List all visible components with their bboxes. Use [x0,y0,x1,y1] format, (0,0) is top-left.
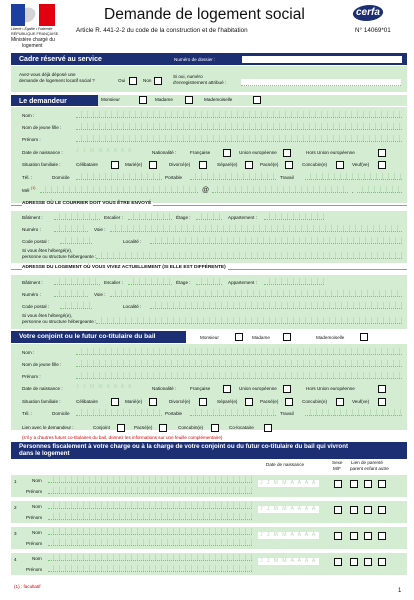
courrier-localite-field[interactable] [150,237,402,244]
personnes-title-line2: dans le logement [19,450,70,457]
conjoint-separe-checkbox[interactable] [245,398,253,406]
demandeur-nom-field[interactable] [76,111,402,118]
courrier-heberge-line2: personne ou structure hébergeante : [22,254,97,259]
personne-4-index: 4 [14,557,17,562]
footer-note: (1) : facultatif [14,584,41,589]
col-date-header: Date de naissance [266,462,305,467]
already-requested-no-checkbox[interactable] [154,77,162,85]
personne-4-nom-label: Nom [32,556,42,561]
personne-4-prenom-label: Prénom [26,567,43,572]
col-sexe-header-line2: M/F [333,466,341,471]
personne-2-prenom-label: Prénom [26,515,43,520]
already-requested-line1: Avez-vous déjà déposé une [19,72,76,77]
republic-label: RÉPUBLIQUE FRANÇAISE [11,32,59,36]
conjoint-divorce-label: Divorcé(e) [169,399,191,404]
conjoint-veuf-label: Veuf(ve) [352,399,370,404]
demandeur-date-field[interactable]: J J M M A A A A [76,148,133,154]
courrier-cp-field[interactable] [60,237,92,244]
demandeur-tel-domicile-field[interactable] [76,173,162,180]
conjoint-note: (s'il y a d'autres futurs co-titulaires du bail, donnez les informations sur une feuille complémentaire) [22,435,223,440]
demandeur-nat-hors-label: Hors Union européenne [306,150,355,155]
personne-2-prenom-field[interactable] [48,513,252,520]
personne-2-nom-label: Nom [32,504,42,509]
registration-line2: d'enregistrement attribué : [173,80,227,85]
demandeur-nat-ue-label: Union européenne [239,150,277,155]
conjoint-lien-pacse-checkbox[interactable] [159,424,167,432]
conjoint-lien-label: Lien avec le demandeur : [22,425,74,430]
demandeur-situation-label: Situation familiale : [22,162,61,167]
demandeur-nat-ue-checkbox[interactable] [283,149,291,157]
logement-appartement-field[interactable] [264,278,324,285]
logement-numero-field[interactable] [54,290,88,297]
conjoint-domicile-label: Domicile [52,411,70,416]
conjoint-marie-label: Marié(e) [125,399,143,404]
courrier-voie-label: Voie : [94,227,106,232]
demandeur-celibataire-label: Célibataire [76,162,98,167]
courrier-batiment-label: Bâtiment : [22,215,43,220]
demandeur-mel-label: Mél [22,188,30,193]
dossier-number-field[interactable] [242,56,402,63]
personne-1-autre-checkbox[interactable] [378,480,386,488]
conjoint-tel-portable-field[interactable] [190,409,276,416]
courrier-batiment-field[interactable] [54,213,100,220]
conjoint-situation-label: Situation familiale : [22,399,61,404]
cerfa-logo-text: cerfa [356,7,380,18]
ministry-line1: Ministère chargé du [11,37,55,43]
personne-2-date-field[interactable]: J J M M A A A A [260,506,317,512]
courrier-escalier-field[interactable] [128,213,172,220]
logement-etage-field[interactable] [196,278,222,285]
col-lien-header-line1: Lien de parenté [351,460,383,465]
logement-escalier-label: Escalier : [104,280,123,285]
demandeur-divorce-checkbox[interactable] [199,161,207,169]
conjoint-veuf-checkbox[interactable] [378,398,386,406]
conjoint-monsieur-label: Monsieur [200,335,219,340]
demandeur-mel-note: (1) [31,186,36,190]
conjoint-travail-label: Travail [280,411,294,416]
cadre-title: Cadre réservé au service [19,56,102,63]
demandeur-madame-checkbox[interactable] [185,96,193,104]
courrier-cp-label: Code postal : [22,239,50,244]
conjoint-mademoiselle-label: Mademoiselle [316,335,345,340]
demandeur-tel-label: Tél. : [22,175,33,180]
already-requested-yes-checkbox[interactable] [129,77,137,85]
courrier-numero-field[interactable] [54,225,88,232]
form-number: N° 14069*01 [355,27,391,34]
demandeur-title: Le demandeur [19,98,67,105]
demandeur-nat-hors-checkbox[interactable] [378,149,386,157]
conjoint-lien-colocataire-checkbox[interactable] [264,424,272,432]
personne-3-autre-checkbox[interactable] [378,532,386,540]
logement-heberge-field[interactable] [96,317,402,324]
motto: Liberté • Égalité • Fraternité [11,27,53,31]
demandeur-mademoiselle-checkbox[interactable] [253,96,261,104]
conjoint-lien-conjoint-checkbox[interactable] [117,424,125,432]
conjoint-divorce-checkbox[interactable] [199,398,207,406]
conjoint-nat-fr-checkbox[interactable] [223,385,231,393]
col-lien-header-line2: parent enfant autre [350,466,389,471]
logement-etage-label: Étage : [176,280,191,285]
conjoint-lien-concubin-label: Concubin(e) [178,425,204,430]
demandeur-celibataire-checkbox[interactable] [111,161,119,169]
conjoint-celibataire-checkbox[interactable] [111,398,119,406]
personne-3-prenom-field[interactable] [48,539,252,546]
conjoint-lien-pacse-label: Pacsé(e) [134,425,153,430]
personne-3-nom-label: Nom [32,530,42,535]
non-label: Non [143,78,152,83]
personne-3-prenom-label: Prénom [26,541,43,546]
demandeur-marie-checkbox[interactable] [149,161,157,169]
personne-4-sexe-checkbox[interactable] [334,558,342,566]
demandeur-nationalite-label: Nationalité : [152,150,177,155]
already-requested-line2: demande de logement locatif social ? [19,78,95,83]
courrier-voie-field[interactable] [110,225,402,232]
demandeur-date-label: Date de naissance : [22,150,63,155]
conjoint-concubin-label: Concubin(e) [302,399,328,404]
conjoint-prenom-label: Prénom : [22,374,41,379]
page-title: Demande de logement social [104,6,305,23]
conjoint-nom-jf-label: Nom de jeune fille : [22,362,62,367]
conjoint-lien-conjoint-label: Conjoint [93,425,110,430]
demandeur-marie-label: Marié(e) [125,162,143,167]
demandeur-monsieur-label: Monsieur [101,97,120,102]
demandeur-pacse-label: Pacsé(e) [260,162,279,167]
conjoint-nat-hors-label: Hors Union européenne [306,386,355,391]
conjoint-nom-field[interactable] [76,348,402,355]
conjoint-pacse-checkbox[interactable] [285,398,293,406]
personne-1-prenom-field[interactable] [48,487,252,494]
conjoint-nom-label: Nom : [22,350,35,355]
personne-4-autre-checkbox[interactable] [378,558,386,566]
conjoint-nat-ue-checkbox[interactable] [283,385,291,393]
logement-escalier-field[interactable] [128,278,172,285]
personne-2-parent-checkbox[interactable] [350,506,358,514]
personne-1-sexe-checkbox[interactable] [334,480,342,488]
conjoint-marie-checkbox[interactable] [149,398,157,406]
logement-title: ADRESSE DU LOGEMENT OÙ VOUS VIVEZ ACTUELLEMENT (SI ELLE EST DIFFÉRENTE) [22,265,226,270]
oui-label: Oui [118,78,126,83]
col-sexe-header-line1: Sexe [332,460,343,465]
personne-3-index: 3 [14,531,17,536]
conjoint-madame-label: Madame [252,335,270,340]
demandeur-nom-jf-field[interactable] [76,123,402,130]
logement-numero-label: Numéro : [22,292,41,297]
personne-1-date-field[interactable]: J J M M A A A A [260,480,317,486]
demandeur-madame-label: Madame [155,97,173,102]
conjoint-nat-fr-label: Française [190,386,211,391]
conjoint-nat-ue-label: Union européenne [239,386,277,391]
conjoint-nationalite-label: Nationalité : [152,386,177,391]
courrier-heberge-field[interactable] [96,252,402,259]
conjoint-tel-travail-field[interactable] [305,409,402,416]
personne-3-nom-field[interactable] [48,528,252,535]
conjoint-mademoiselle-checkbox[interactable] [360,333,368,341]
courrier-etage-field[interactable] [196,213,222,220]
marianne-logo [11,4,55,26]
courrier-appartement-label: Appartement : [228,215,257,220]
logement-appartement-label: Appartement : [228,280,257,285]
demandeur-concubin-label: Concubin(e) [302,162,328,167]
registration-number-field[interactable] [241,79,401,86]
conjoint-concubin-checkbox[interactable] [336,398,344,406]
conjoint-portable-label: Portable [165,411,183,416]
dot-sign: . [352,189,354,195]
personne-1-index: 1 [14,479,17,484]
demandeur-divorce-label: Divorcé(e) [169,162,191,167]
demandeur-mademoiselle-label: Mademoiselle [204,97,233,102]
dossier-label: Numéro de dossier : [174,57,216,62]
personne-2-autre-checkbox[interactable] [378,506,386,514]
courrier-localite-label: Localité : [123,239,142,244]
demandeur-monsieur-checkbox[interactable] [139,96,147,104]
demandeur-travail-label: Travail [280,175,294,180]
conjoint-date-field[interactable]: J J M M A A A A [76,384,133,390]
logement-voie-label: Voie : [94,292,106,297]
personne-3-parent-checkbox[interactable] [350,532,358,540]
personne-4-nom-field[interactable] [48,554,252,561]
demandeur-concubin-checkbox[interactable] [336,161,344,169]
conjoint-lien-colocataire-label: Co-locataire [229,425,254,430]
logement-cp-label: Code postal : [22,304,50,309]
conjoint-title: Votre conjoint ou le futur co-titulaire du bail [19,333,156,340]
conjoint-monsieur-checkbox[interactable] [235,333,243,341]
personne-2-enfant-checkbox[interactable] [364,506,372,514]
personne-3-enfant-checkbox[interactable] [364,532,372,540]
demandeur-pacse-checkbox[interactable] [285,161,293,169]
personne-4-parent-checkbox[interactable] [350,558,358,566]
conjoint-nom-jf-field[interactable] [76,360,402,367]
conjoint-celibataire-label: Célibataire [76,399,98,404]
demandeur-nat-fr-checkbox[interactable] [223,149,231,157]
demandeur-veuf-label: Veuf(ve) [352,162,370,167]
demandeur-nom-jf-label: Nom de jeune fille : [22,125,62,130]
conjoint-separe-label: Séparé(e) [217,399,238,404]
courrier-title: ADRESSE OÙ LE COURRIER DOIT VOUS ÊTRE ENVOYÉ [22,201,152,206]
demandeur-portable-label: Portable [165,175,183,180]
tricolor-flag-icon [11,4,55,26]
page-number: 1 [398,588,402,594]
courrier-escalier-label: Escalier : [104,215,123,220]
personne-1-parent-checkbox[interactable] [350,480,358,488]
demandeur-separe-label: Séparé(e) [217,162,238,167]
at-sign: @ [202,187,210,194]
personne-4-prenom-field[interactable] [48,565,252,572]
logement-cp-field[interactable] [60,302,92,309]
courrier-etage-label: Étage : [176,215,191,220]
personne-1-enfant-checkbox[interactable] [364,480,372,488]
demandeur-separe-checkbox[interactable] [245,161,253,169]
conjoint-pacse-label: Pacsé(e) [260,399,279,404]
demandeur-prenom-label: Prénom : [22,137,41,142]
personne-4-enfant-checkbox[interactable] [364,558,372,566]
demandeur-domicile-label: Domicile [52,175,70,180]
conjoint-date-label: Date de naissance : [22,386,63,391]
conjoint-madame-checkbox[interactable] [283,333,291,341]
personnes-title-line1: Personnes fiscalement à votre charge ou à la charge de votre conjoint ou du futur co-titulaire du bail qui vivront [19,443,349,450]
personne-1-prenom-label: Prénom [26,489,43,494]
logement-localite-label: Localité : [123,304,142,309]
personne-2-sexe-checkbox[interactable] [334,506,342,514]
demandeur-tel-portable-field[interactable] [190,173,276,180]
courrier-heberge-line1: Si vous êtes hébergé(e), [22,248,73,253]
conjoint-tel-label: Tél. : [22,411,33,416]
personne-1-nom-label: Nom [32,478,42,483]
ministry-line2: logement [22,43,43,49]
logement-batiment-label: Bâtiment : [22,280,43,285]
personne-3-sexe-checkbox[interactable] [334,532,342,540]
demandeur-veuf-checkbox[interactable] [378,161,386,169]
personne-4-date-field[interactable]: J J M M A A A A [260,558,317,564]
personne-2-index: 2 [14,505,17,510]
logement-heberge-line1: Si vous êtes hébergé(e), [22,313,73,318]
logement-batiment-field[interactable] [54,278,100,285]
conjoint-lien-concubin-checkbox[interactable] [211,424,219,432]
demandeur-tel-travail-field[interactable] [305,173,402,180]
conjoint-tel-domicile-field[interactable] [76,409,162,416]
registration-line1: Si oui, numéro [173,74,203,79]
logement-voie-field[interactable] [110,290,402,297]
logement-heberge-line2: personne ou structure hébergeante : [22,319,97,324]
personne-1-nom-field[interactable] [48,476,252,483]
demandeur-mel-ext-field[interactable] [357,186,402,193]
page-subtitle: Article R. 441-2-2 du code de la construction et de l'habitation [76,27,248,34]
demandeur-nat-fr-label: Française [190,150,211,155]
courrier-appartement-field[interactable] [264,213,324,220]
personne-3-date-field[interactable]: J J M M A A A A [260,532,317,538]
courrier-numero-label: Numéro : [22,227,41,232]
demandeur-nom-label: Nom : [22,113,35,118]
conjoint-nat-hors-checkbox[interactable] [378,385,386,393]
personne-2-nom-field[interactable] [48,502,252,509]
demandeur-prenom-field[interactable] [76,135,402,142]
demandeur-mel-domain-field[interactable] [212,186,348,193]
logement-localite-field[interactable] [150,302,402,309]
conjoint-prenom-field[interactable] [76,372,402,379]
demandeur-mel-local-field[interactable] [40,186,198,193]
